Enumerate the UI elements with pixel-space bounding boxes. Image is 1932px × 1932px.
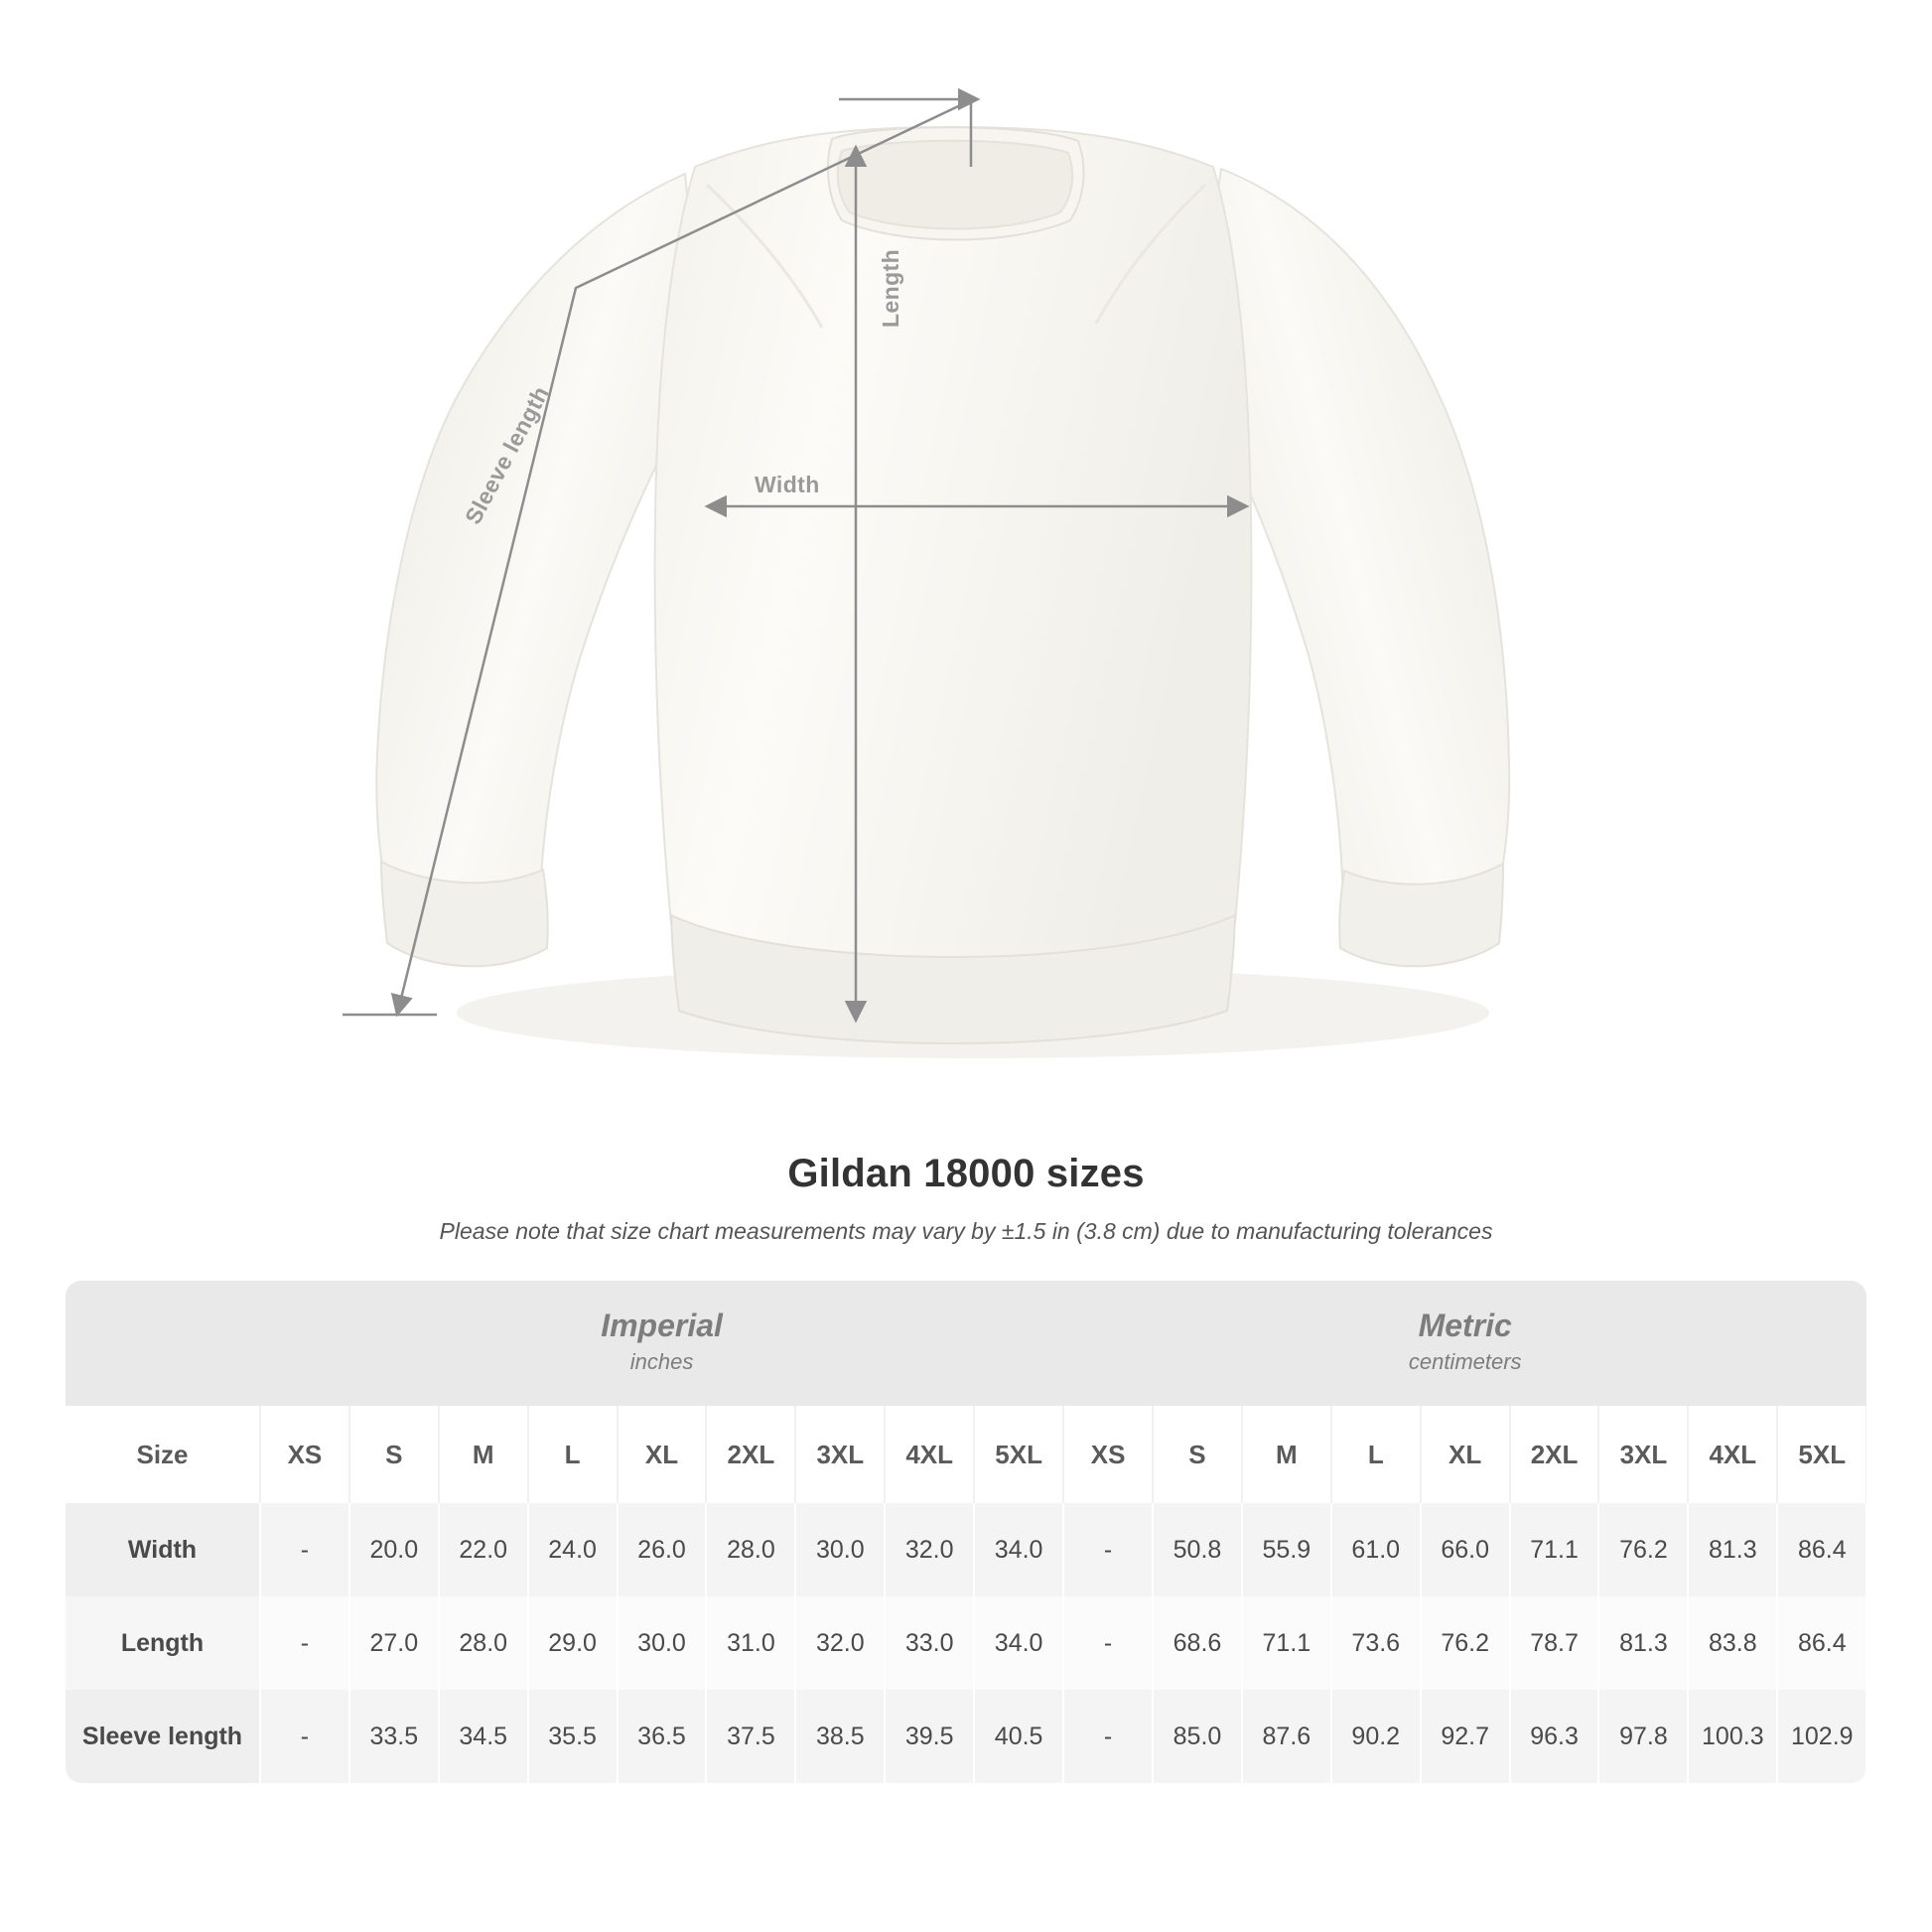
column-header-size: S (1153, 1406, 1242, 1503)
unit-group-header (260, 1281, 1063, 1406)
column-header-size: 2XL (706, 1406, 795, 1503)
measurement-cell: 34.0 (974, 1503, 1063, 1596)
measurement-cell: 92.7 (1421, 1690, 1510, 1783)
measurement-cell: 86.4 (1777, 1503, 1866, 1596)
column-header-size: XS (1063, 1406, 1153, 1503)
measurement-cell: 40.5 (974, 1690, 1063, 1783)
page-title: Gildan 18000 sizes (787, 1152, 1145, 1195)
column-header-size: XL (1421, 1406, 1510, 1503)
row-label: Width (66, 1503, 260, 1596)
measurement-cell: 20.0 (349, 1503, 439, 1596)
column-header-size: XS (260, 1406, 349, 1503)
size-table (66, 1281, 1866, 1783)
measurement-cell: 96.3 (1510, 1690, 1599, 1783)
measurement-cell: 36.5 (618, 1690, 707, 1783)
unit-group-name: Imperial (601, 1308, 723, 1343)
measurement-cell: - (260, 1596, 349, 1690)
column-header-size: M (439, 1406, 528, 1503)
table-row (66, 1596, 1866, 1690)
unit-group-unit: inches (629, 1348, 694, 1374)
unit-group-unit: centimeters (1408, 1348, 1522, 1374)
measurement-cell: 38.5 (795, 1690, 885, 1783)
measurement-cell: 34.5 (439, 1690, 528, 1783)
measurement-cell: 76.2 (1598, 1503, 1688, 1596)
measurement-cell: 73.6 (1331, 1596, 1421, 1690)
measurement-cell: 85.0 (1153, 1690, 1242, 1783)
measurement-cell: 22.0 (439, 1503, 528, 1596)
measurement-cell: 30.0 (618, 1596, 707, 1690)
column-header-size: M (1242, 1406, 1331, 1503)
column-header-size: L (528, 1406, 618, 1503)
measurement-cell: - (1063, 1690, 1153, 1783)
sleeve-length-measure-label: Sleeve length (460, 381, 555, 529)
width-measure-label: Width (755, 472, 820, 497)
measurement-cell: 97.8 (1598, 1690, 1688, 1783)
measurement-cell: 30.0 (795, 1503, 885, 1596)
measurement-cell: 27.0 (349, 1596, 439, 1690)
measurement-cell: 35.5 (528, 1690, 618, 1783)
measurement-cell: - (1063, 1503, 1153, 1596)
column-header-size: XL (618, 1406, 707, 1503)
measurement-cell: 87.6 (1242, 1690, 1331, 1783)
measurement-cell: 76.2 (1421, 1596, 1510, 1690)
measurement-cell: 33.5 (349, 1690, 439, 1783)
measurement-cell: 29.0 (528, 1596, 618, 1690)
measurement-cell: 24.0 (528, 1503, 618, 1596)
column-header-size: S (349, 1406, 439, 1503)
measurement-cell: 55.9 (1242, 1503, 1331, 1596)
measurement-cell: 28.0 (439, 1596, 528, 1690)
measurement-cell: 81.3 (1688, 1503, 1777, 1596)
measurement-cell: - (260, 1690, 349, 1783)
column-header-size: 2XL (1510, 1406, 1599, 1503)
row-label: Sleeve length (66, 1690, 260, 1783)
measurement-cell: - (260, 1503, 349, 1596)
column-header-size: L (1331, 1406, 1421, 1503)
measurement-cell: 81.3 (1598, 1596, 1688, 1690)
measurement-cell: 86.4 (1777, 1596, 1866, 1690)
measurement-cell: 61.0 (1331, 1503, 1421, 1596)
column-header-size: 5XL (1777, 1406, 1866, 1503)
measurement-cell: 33.0 (885, 1596, 974, 1690)
measurement-cell: - (1063, 1596, 1153, 1690)
measurement-cell: 71.1 (1510, 1503, 1599, 1596)
column-header-size: 5XL (974, 1406, 1063, 1503)
unit-group-name: Metric (1418, 1308, 1512, 1343)
measurement-cell: 31.0 (706, 1596, 795, 1690)
measurement-cell: 32.0 (795, 1596, 885, 1690)
table-row (66, 1503, 1866, 1596)
measurement-cell: 26.0 (618, 1503, 707, 1596)
tolerance-note: Please note that size chart measurements may vary by ±1.5 in (3.8 cm) due to manufacturing tolerances (439, 1218, 1493, 1244)
row-label: Length (66, 1596, 260, 1690)
measurement-cell: 37.5 (706, 1690, 795, 1783)
unit-group-header (1063, 1281, 1866, 1406)
chart-heading (0, 1152, 1932, 1245)
measurement-cell: 90.2 (1331, 1690, 1421, 1783)
measurement-cell: 34.0 (974, 1596, 1063, 1690)
measurement-cell: 28.0 (706, 1503, 795, 1596)
column-header-size: 4XL (1688, 1406, 1777, 1503)
measurement-cell: 78.7 (1510, 1596, 1599, 1690)
measurement-cell: 50.8 (1153, 1503, 1242, 1596)
size-table-wrapper (66, 1281, 1866, 1783)
measurement-cell: 83.8 (1688, 1596, 1777, 1690)
measurement-cell: 71.1 (1242, 1596, 1331, 1690)
measurement-cell: 102.9 (1777, 1690, 1866, 1783)
column-header-size: 3XL (795, 1406, 885, 1503)
measurement-cell: 100.3 (1688, 1690, 1777, 1783)
row-header-size: Size (66, 1406, 260, 1503)
measurement-cell: 66.0 (1421, 1503, 1510, 1596)
table-row (66, 1690, 1866, 1783)
measurement-cell: 32.0 (885, 1503, 974, 1596)
table-corner-cell (66, 1281, 260, 1406)
column-header-size: 3XL (1598, 1406, 1688, 1503)
measurement-cell: 68.6 (1153, 1596, 1242, 1690)
column-header-size: 4XL (885, 1406, 974, 1503)
measurement-cell: 39.5 (885, 1690, 974, 1783)
length-measure-label: Length (878, 248, 903, 328)
